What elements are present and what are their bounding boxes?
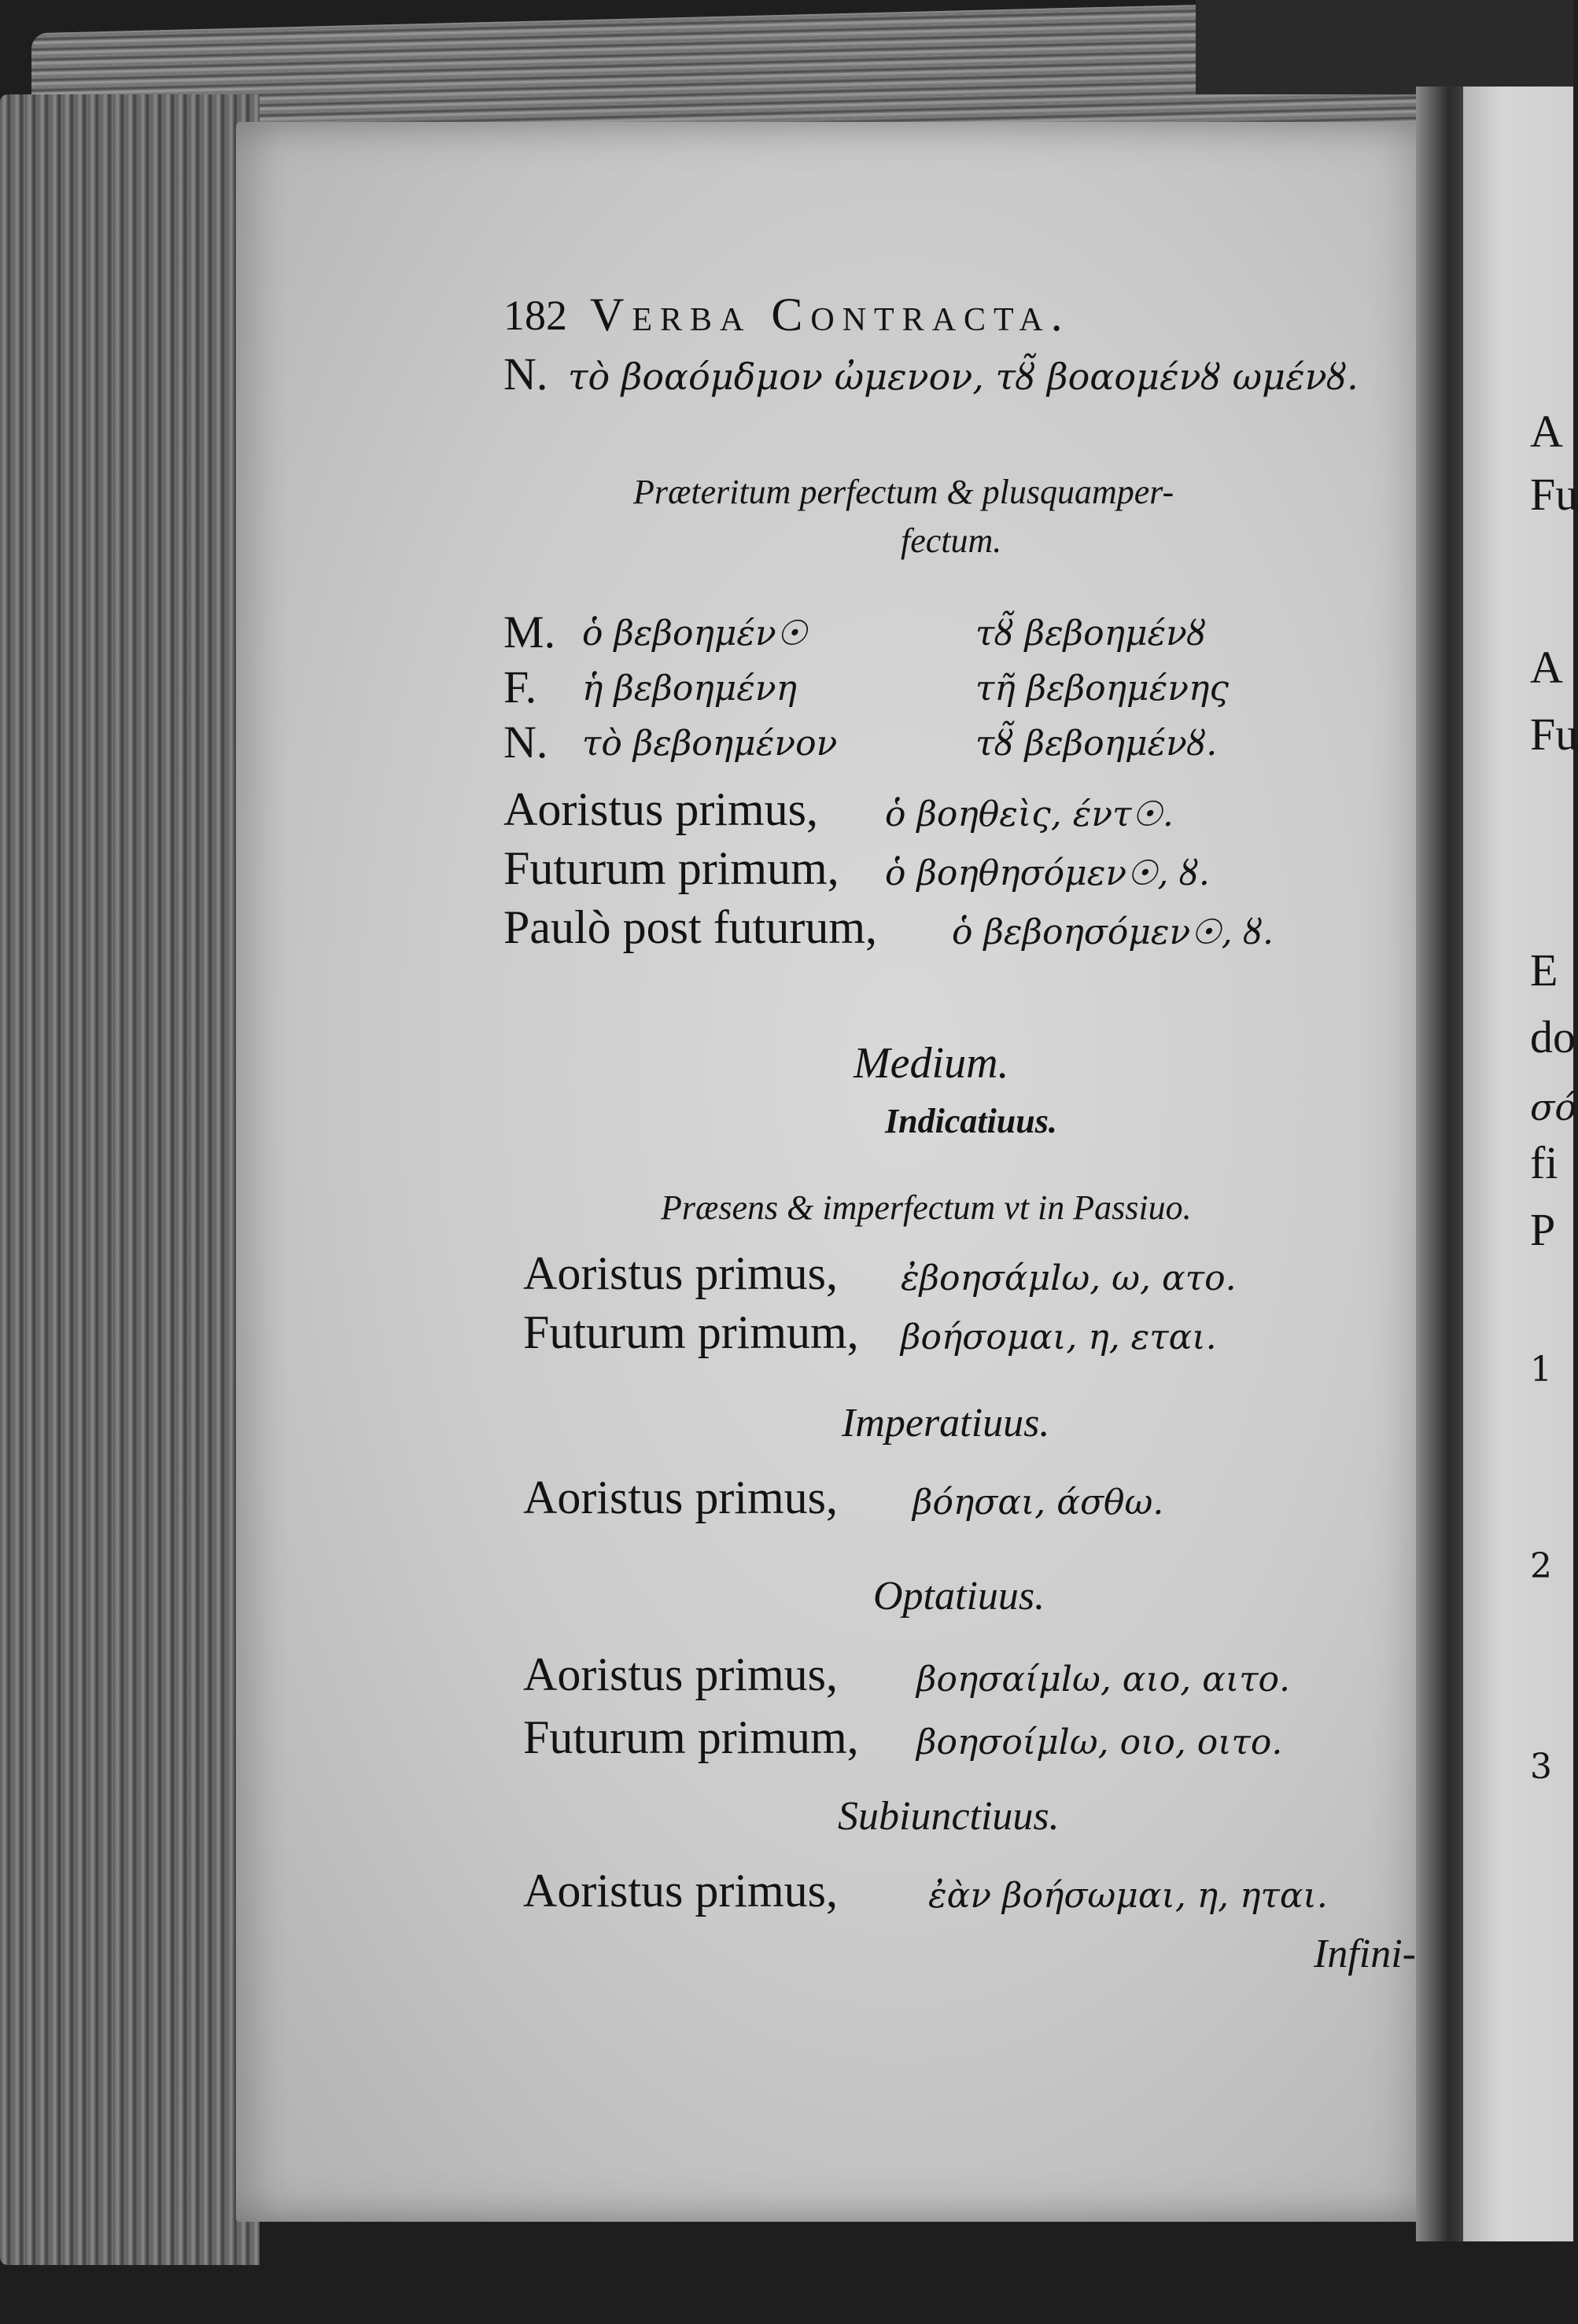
greek-form: ἡ βεβοημένη bbox=[582, 668, 798, 709]
greek-form: ὁ βεβοημέν☉ bbox=[582, 613, 808, 654]
facing-fragment: σό bbox=[1530, 1086, 1577, 1129]
greek-form: ὁ βοηθεὶς, έντ☉. bbox=[885, 794, 1174, 834]
greek-form: βοησαίμlω, αιο, αιτο. bbox=[916, 1659, 1291, 1700]
greek-form: βόησαι, άσθω. bbox=[913, 1482, 1164, 1523]
facing-fragment: do bbox=[1530, 1011, 1576, 1063]
catchword: Infini- bbox=[1314, 1932, 1416, 1976]
case-label: N. bbox=[503, 348, 548, 400]
greek-form: τῆ βεβοημένης bbox=[975, 668, 1229, 709]
greek-form: τὸ βεβοημένον bbox=[582, 724, 838, 764]
note-line: Præsens & imperfectum vt in Passiuo. bbox=[661, 1188, 1192, 1227]
facing-fragment: Fu bbox=[1530, 469, 1578, 520]
running-head: Verba Contracta. bbox=[590, 289, 1071, 341]
tense-name: Aoristus primus, bbox=[523, 1471, 839, 1523]
tense-name: Aoristus primus, bbox=[523, 1648, 839, 1700]
mood-heading: Imperatiuus. bbox=[842, 1401, 1050, 1446]
mood-heading: Optatiuus. bbox=[873, 1574, 1045, 1619]
facing-fragment: 1 bbox=[1530, 1350, 1552, 1390]
greek-form: βοήσομαι, η, εται. bbox=[901, 1317, 1217, 1357]
greek-form: ἐὰν βοήσωμαι, η, ηται. bbox=[928, 1876, 1328, 1916]
tense-name: Futurum primum, bbox=[523, 1306, 859, 1358]
section-heading: fectum. bbox=[901, 521, 1002, 560]
case-label: N. bbox=[503, 716, 548, 768]
facing-fragment: A bbox=[1530, 406, 1563, 457]
facing-fragment: Fu bbox=[1530, 709, 1578, 760]
facing-fragment: 2 bbox=[1530, 1546, 1552, 1586]
tense-name: Futurum primum, bbox=[503, 842, 839, 894]
page-number: 182 bbox=[503, 292, 567, 339]
facing-fragment: E bbox=[1530, 945, 1558, 996]
greek-form: τȣ̃ βεβοημένȣ bbox=[975, 613, 1207, 654]
facing-fragment: P bbox=[1530, 1204, 1556, 1255]
shadow-area bbox=[1196, 0, 1573, 94]
mood-heading: Indicatiuus. bbox=[885, 1102, 1057, 1140]
mood-heading: Subiunctiuus. bbox=[838, 1794, 1060, 1839]
greek-form: τȣ̃ βεβοημένȣ. bbox=[975, 724, 1218, 764]
greek-form: βοησοίμlω, οιο, οιτο. bbox=[916, 1722, 1283, 1762]
section-heading: Præteritum perfectum & plusquamper- bbox=[633, 473, 1174, 511]
greek-form: ὁ βεβοησόμεν☉, ȣ. bbox=[952, 912, 1274, 952]
book-fore-edge bbox=[0, 94, 260, 2265]
greek-forms: τὸ βοαόμδμον ὠμενον, τȣ̃ βοαομένȣ ωμένȣ. bbox=[568, 355, 1359, 398]
voice-heading: Medium. bbox=[854, 1039, 1009, 1088]
tense-name: Aoristus primus, bbox=[503, 783, 819, 835]
tense-name: Aoristus primus, bbox=[523, 1247, 839, 1299]
greek-form: ὁ βοηθησόμεν☉, ȣ. bbox=[885, 853, 1210, 893]
facing-fragment: A bbox=[1530, 642, 1563, 693]
facing-fragment: 3 bbox=[1530, 1747, 1552, 1787]
tense-name: Aoristus primus, bbox=[523, 1865, 839, 1917]
case-label: F. bbox=[503, 661, 537, 713]
case-label: M. bbox=[503, 606, 556, 657]
greek-form: ἐβοησάμlω, ω, ατο. bbox=[901, 1258, 1237, 1298]
facing-fragment: fi bbox=[1530, 1137, 1558, 1188]
tense-name: Paulò post futurum, bbox=[503, 901, 877, 953]
tense-name: Futurum primum, bbox=[523, 1711, 859, 1763]
